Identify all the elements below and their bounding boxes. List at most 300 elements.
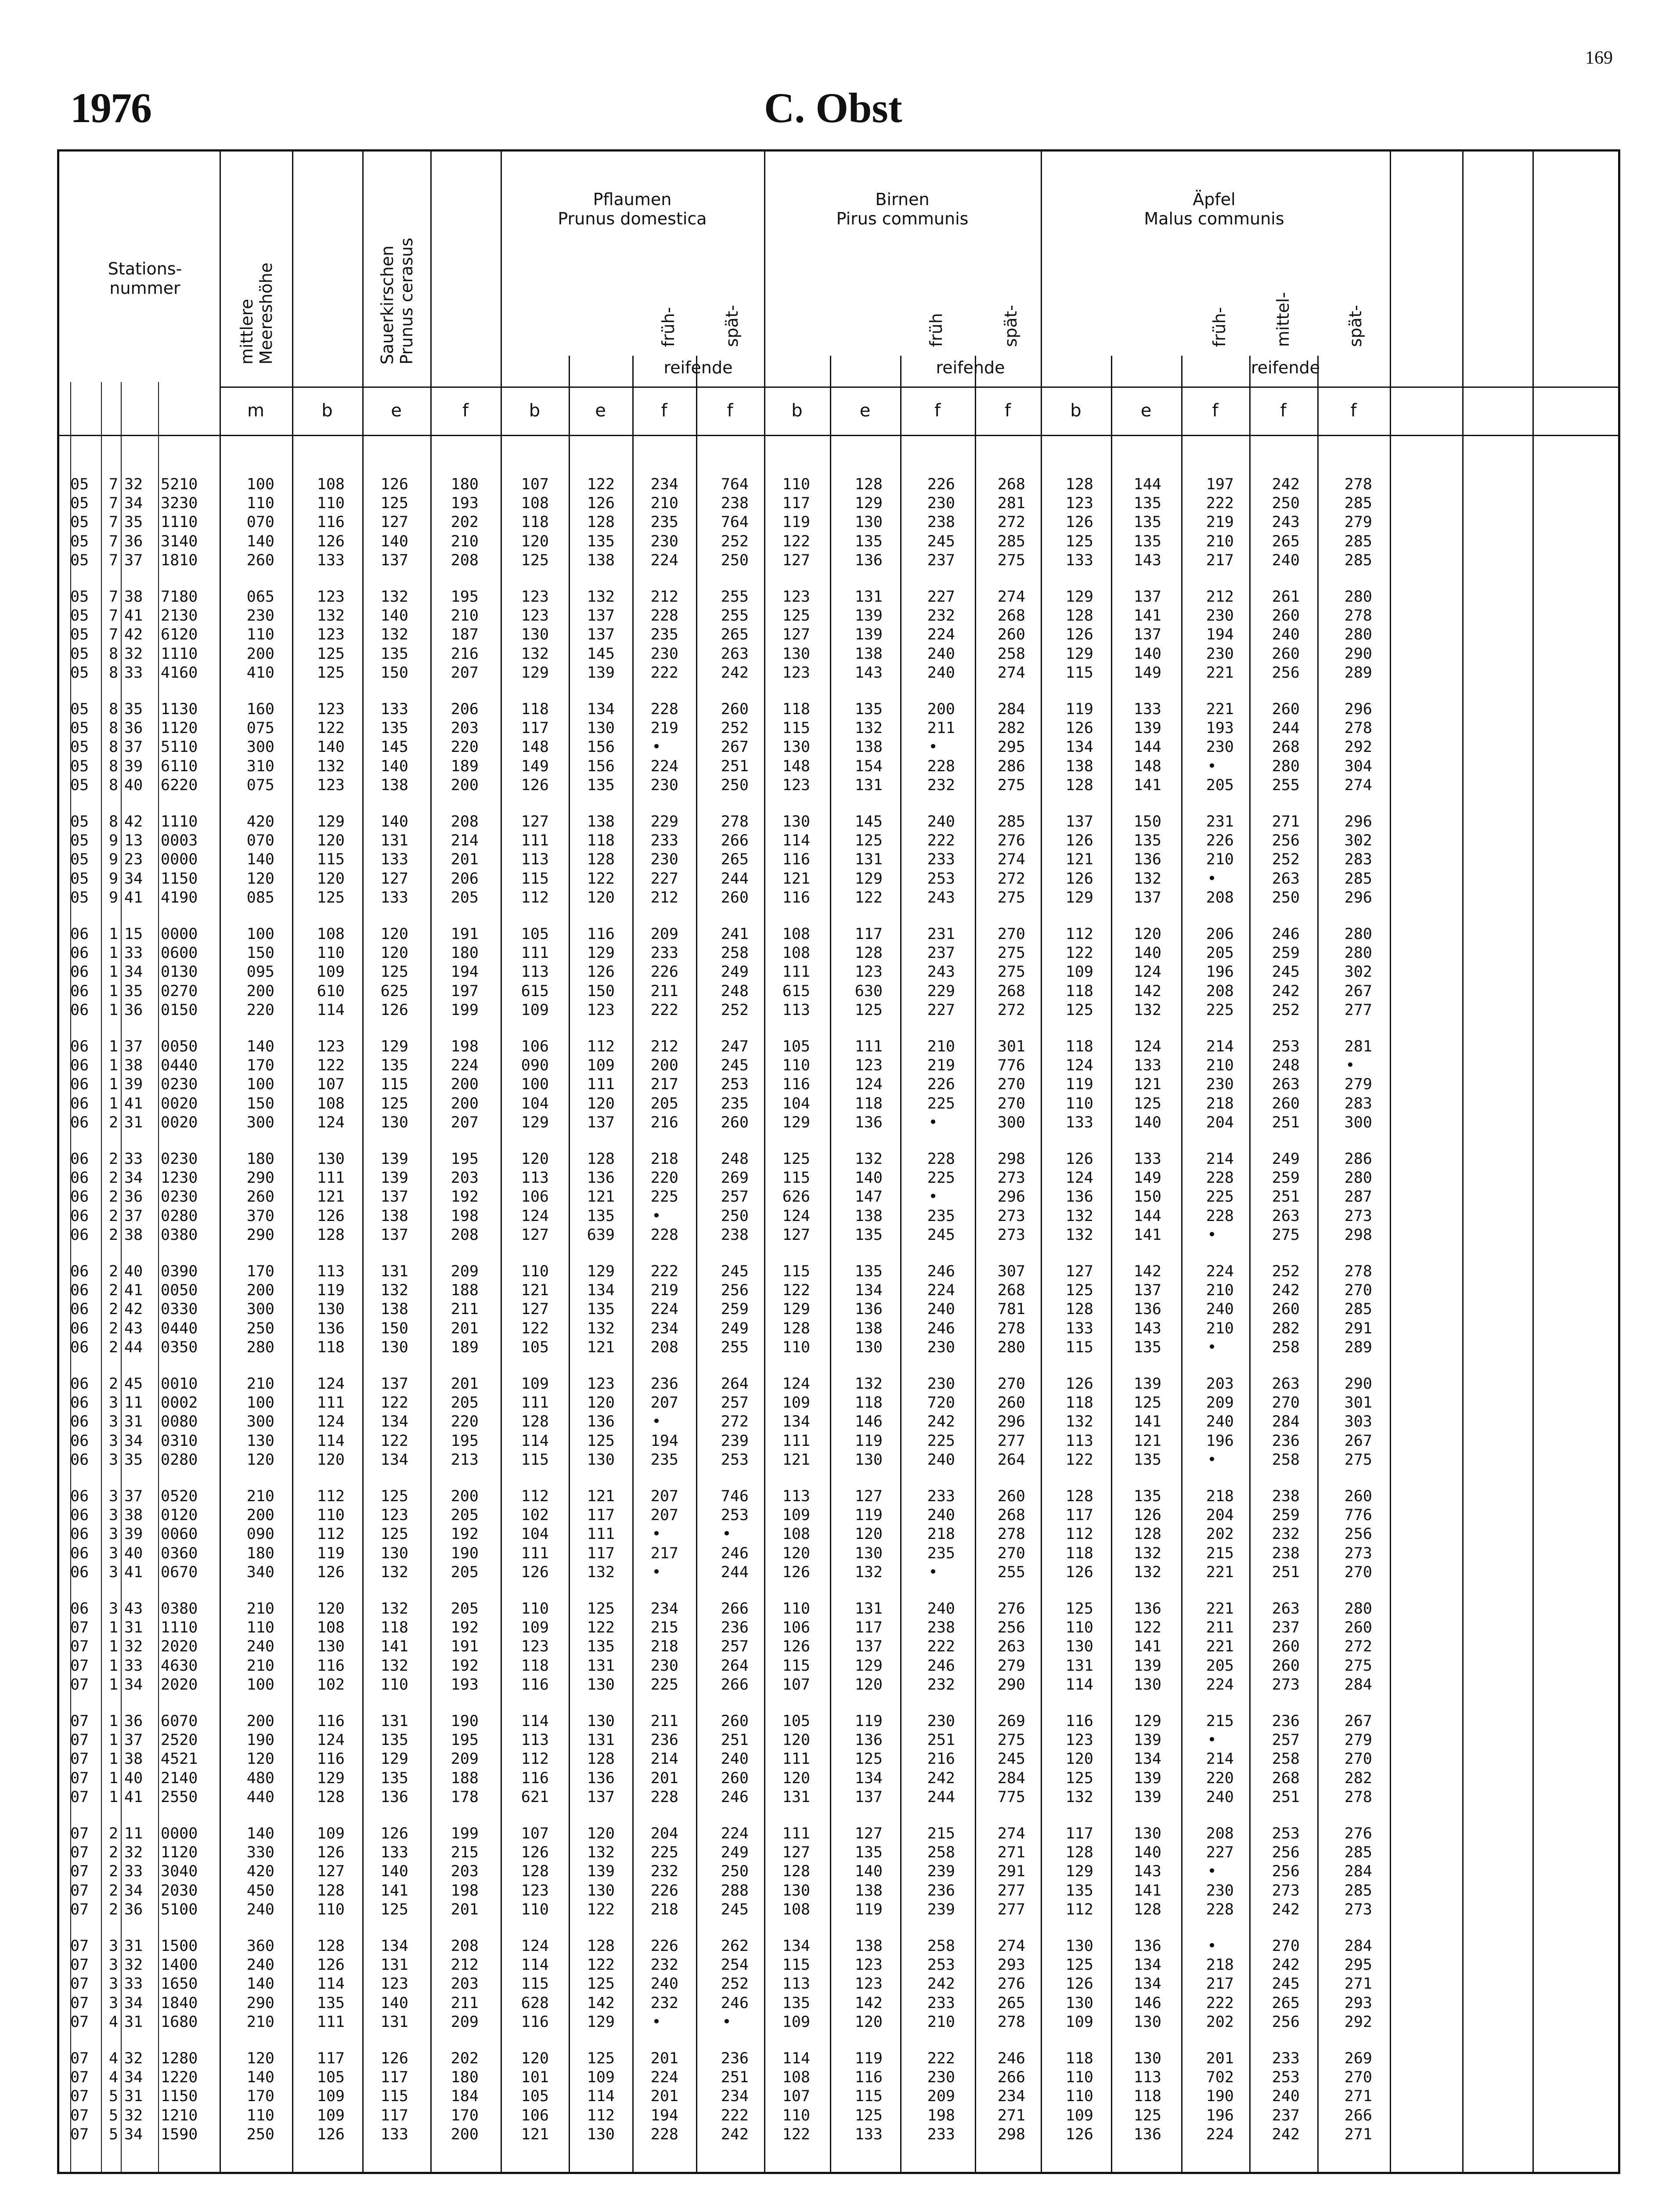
table-cell: 207 [650,1394,678,1412]
table-cell: 7 [109,495,119,513]
column-rule [101,382,102,2174]
table-cell: 201 [451,1375,479,1393]
table-cell: 295 [1344,1956,1372,1974]
table-cell: 06 [70,1338,89,1356]
table-cell: 128 [1065,607,1093,625]
table-cell: 11 [124,1825,143,1842]
table-cell: 272 [997,513,1025,531]
table-cell: 120 [587,1825,615,1842]
table-cell: 271 [1344,2088,1372,2106]
table-cell: 123 [521,1638,549,1656]
table-cell: 06 [70,1600,89,1618]
table-cell: 198 [451,1882,479,1900]
table-cell: 242 [927,1413,955,1431]
table-cell: 140 [1133,645,1161,663]
table-cell: 187 [451,626,479,644]
table-cell: 120 [317,1600,345,1618]
table-cell: 230 [1206,1882,1234,1900]
table-cell: 126 [380,1825,408,1842]
table-cell: 120 [854,1525,883,1543]
table-cell: 41 [124,1282,143,1300]
table-cell: 124 [782,1375,810,1393]
table-cell: 268 [997,607,1025,625]
row-rule [57,435,1620,436]
table-cell: 122 [782,1282,810,1300]
table-cell: 209 [927,2088,955,2106]
table-cell: 211 [451,1300,479,1318]
table-cell: 274 [997,1825,1025,1842]
table-cell: 122 [1065,1451,1093,1469]
table-cell: 32 [124,1844,143,1862]
table-cell: 263 [1272,870,1300,888]
table-cell: 1110 [161,1619,198,1637]
table-cell: 156 [587,738,615,756]
table-cell: 263 [1272,1207,1300,1225]
table-cell: 07 [70,1657,89,1675]
table-cell: 118 [317,1338,345,1356]
table-cell: 126 [782,1638,810,1656]
table-cell: 138 [587,813,615,831]
table-cell: 134 [782,1937,810,1955]
table-cell: 114 [317,1975,345,1993]
table-cell: 110 [246,1619,274,1637]
table-cell: 193 [451,495,479,513]
table-cell: 140 [380,813,408,831]
table-cell: 238 [927,513,955,531]
table-cell: 260 [997,1394,1025,1412]
table-cell: 304 [1344,757,1372,775]
table-cell: 135 [1133,1338,1161,1356]
table-cell: 141 [1133,1882,1161,1900]
table-cell: 0310 [161,1432,198,1450]
table-cell: 266 [1344,2106,1372,2124]
table-cell: 126 [317,1956,345,1974]
table-cell: 1 [109,1676,119,1694]
table-cell: 123 [587,1375,615,1393]
table-cell: 112 [587,1038,615,1055]
table-cell: 226 [650,1882,678,1900]
table-cell: 256 [997,1619,1025,1637]
table-cell: 133 [1133,1057,1161,1075]
table-cell: 198 [927,2106,955,2124]
table-cell: 258 [927,1937,955,1955]
table-cell: 147 [854,1188,883,1206]
table-cell: 118 [854,1094,883,1112]
table-cell: 123 [854,1975,883,1993]
table-cell: 109 [587,1057,615,1075]
table-cell: 255 [997,1563,1025,1581]
column-rule [220,149,221,2174]
table-cell: • [652,1525,661,1543]
table-cell: 133 [380,2125,408,2143]
table-cell: 222 [927,832,955,850]
table-cell: 135 [1133,513,1161,531]
table-cell: 070 [246,832,274,850]
table-cell: 222 [650,1001,678,1019]
table-cell: 41 [124,1094,143,1112]
table-cell: 144 [1133,738,1161,756]
table-cell: 222 [1206,495,1234,513]
table-cell: 230 [1206,1076,1234,1094]
table-cell: 06 [70,1394,89,1412]
table-cell: 232 [650,1994,678,2012]
table-cell: 236 [650,1375,678,1393]
table-cell: 208 [451,1937,479,1955]
table-cell: 235 [650,1451,678,1469]
table-cell: 170 [246,2088,274,2106]
table-cell: 110 [380,1676,408,1694]
table-cell: 0150 [161,1001,198,1019]
table-cell: 128 [1065,1488,1093,1505]
table-cell: 265 [1272,1994,1300,2012]
table-cell: 9 [109,832,119,850]
table-cell: 210 [927,2013,955,2031]
table-cell: 178 [451,1788,479,1806]
table-cell: 251 [927,1731,955,1749]
table-cell: 133 [1065,1319,1093,1337]
table-cell: 140 [246,532,274,550]
table-cell: 252 [721,1975,749,1993]
table-cell: • [1345,1057,1355,1075]
table-cell: 2 [109,1113,119,1131]
table-cell: 123 [1065,495,1093,513]
table-cell: 210 [1206,1057,1234,1075]
table-cell: 115 [782,719,810,737]
table-cell: 40 [124,776,143,794]
table-cell: 205 [451,889,479,907]
table-cell: 274 [997,851,1025,869]
table-cell: 100 [246,476,274,493]
table-cell: 125 [380,1900,408,1918]
table-cell: 141 [1133,1413,1161,1431]
table-cell: 138 [854,1937,883,1955]
table-cell: 1 [109,1038,119,1055]
table-cell: 5100 [161,1900,198,1918]
table-cell: 775 [997,1788,1025,1806]
table-cell: 8 [109,738,119,756]
table-cell: 128 [1065,1300,1093,1318]
table-cell: 230 [246,607,274,625]
table-cell: 115 [782,1263,810,1280]
table-cell: 123 [782,776,810,794]
table-cell: 257 [721,1188,749,1206]
table-cell: 210 [1206,532,1234,550]
table-cell: 123 [854,1956,883,1974]
table-cell: 290 [997,1676,1025,1694]
table-cell: 200 [451,1488,479,1505]
table-cell: 41 [124,1563,143,1581]
table-cell: 277 [997,1900,1025,1918]
table-cell: 131 [380,1956,408,1974]
plums-late-header: spät- [722,305,742,347]
table-cell: 275 [997,551,1025,569]
table-cell: 108 [782,944,810,962]
table-cell: 130 [854,513,883,531]
table-cell: 256 [1344,1525,1372,1543]
table-cell: 124 [1133,963,1161,981]
table-cell: 207 [650,1488,678,1505]
table-cell: 278 [997,1525,1025,1543]
table-cell: 123 [782,664,810,682]
table-cell: 270 [1344,1282,1372,1300]
table-cell: 131 [854,776,883,794]
table-cell: 07 [70,1769,89,1787]
table-cell: 121 [1065,851,1093,869]
table-cell: 189 [451,1338,479,1356]
table-cell: 148 [782,757,810,775]
table-cell: 110 [782,1600,810,1618]
table-cell: 7 [109,532,119,550]
table-cell: 109 [521,1619,549,1637]
table-cell: 139 [587,1863,615,1881]
table-cell: 233 [927,1488,955,1505]
table-cell: 07 [70,2013,89,2031]
table-cell: 137 [380,551,408,569]
table-cell: 0020 [161,1094,198,1112]
table-cell: 247 [721,1038,749,1055]
table-cell: 109 [782,1506,810,1524]
table-cell: 05 [70,513,89,531]
table-cell: 267 [1344,982,1372,1000]
table-cell: 126 [317,2125,345,2143]
table-cell: 3 [109,1994,119,2012]
table-cell: 285 [1344,870,1372,888]
table-cell: 137 [380,1375,408,1393]
table-cell: 230 [650,851,678,869]
table-cell: 0670 [161,1563,198,1581]
table-cell: 127 [782,626,810,644]
table-cell: 140 [1133,1113,1161,1131]
table-cell: 285 [1344,1844,1372,1862]
table-cell: 251 [721,1731,749,1749]
table-cell: 280 [1272,757,1300,775]
table-cell: 116 [317,513,345,531]
table-cell: 218 [927,1525,955,1543]
table-cell: 129 [587,2013,615,2031]
table-cell: 7 [109,551,119,569]
apples-header: Äpfel Malus communis [1144,190,1284,228]
table-cell: 7 [109,607,119,625]
table-cell: 200 [927,701,955,718]
table-cell: • [1207,757,1217,775]
table-cell: 224 [451,1057,479,1075]
table-cell: 137 [380,1226,408,1244]
table-cell: 3 [109,1413,119,1431]
table-cell: 06 [70,1563,89,1581]
table-cell: 132 [1065,1226,1093,1244]
table-cell: 132 [587,1319,615,1337]
table-cell: 138 [1065,757,1093,775]
table-cell: 109 [521,1001,549,1019]
column-rule [158,382,159,2174]
table-cell: 07 [70,2125,89,2143]
table-cell: 130 [1065,1937,1093,1955]
table-cell: 128 [587,851,615,869]
table-cell: 245 [1272,1975,1300,1993]
table-cell: 7 [109,588,119,606]
table-cell: 126 [317,1207,345,1225]
table-cell: 258 [721,944,749,962]
table-cell: 270 [997,925,1025,943]
table-cell: 263 [1272,1076,1300,1094]
table-cell: 124 [521,1937,549,1955]
table-cell: 240 [246,1956,274,1974]
table-cell: 137 [587,626,615,644]
table-cell: 210 [1206,851,1234,869]
table-cell: 05 [70,495,89,513]
table-cell: 130 [782,645,810,663]
table-cell: 134 [1133,1975,1161,1993]
table-cell: 112 [1065,925,1093,943]
table-cell: 06 [70,1076,89,1094]
table-cell: 05 [70,701,89,718]
table-cell: 250 [1272,889,1300,907]
table-cell: 111 [587,1076,615,1094]
unit-label: f [1280,401,1287,421]
table-cell: 120 [587,1094,615,1112]
table-cell: 06 [70,1113,89,1131]
table-cell: 125 [1065,1769,1093,1787]
table-cell: 127 [380,513,408,531]
table-cell: 130 [782,813,810,831]
table-cell: 104 [521,1094,549,1112]
table-cell: 125 [587,1432,615,1450]
table-cell: 210 [650,495,678,513]
table-cell: 278 [997,1319,1025,1337]
table-cell: 111 [521,1394,549,1412]
table-cell: 210 [1206,1319,1234,1337]
table-cell: 190 [451,1544,479,1562]
table-cell: 240 [1272,626,1300,644]
table-cell: 105 [521,2088,549,2106]
table-cell: 128 [587,1150,615,1168]
table-cell: 145 [587,645,615,663]
table-cell: 238 [721,495,749,513]
table-cell: 259 [1272,944,1300,962]
table-cell: 2020 [161,1676,198,1694]
table-cell: 139 [380,1150,408,1168]
table-cell: 234 [650,476,678,493]
table-cell: 203 [1206,1375,1234,1393]
table-cell: • [652,1563,661,1581]
table-cell: 34 [124,495,143,513]
table-cell: 130 [1065,1638,1093,1656]
table-cell: 2 [109,1169,119,1187]
table-cell: 109 [782,2013,810,2031]
table-cell: 1 [109,1788,119,1806]
table-cell: 239 [927,1863,955,1881]
table-cell: 230 [927,1338,955,1356]
table-cell: 117 [521,719,549,737]
table-cell: 127 [521,1300,549,1318]
table-cell: 4190 [161,889,198,907]
table-cell: 260 [246,551,274,569]
table-cell: 06 [70,982,89,1000]
table-cell: 253 [927,1956,955,1974]
table-cell: 110 [782,1057,810,1075]
table-cell: 126 [521,1563,549,1581]
table-cell: 220 [650,1169,678,1187]
table-cell: 133 [854,2125,883,2143]
table-cell: 125 [587,1600,615,1618]
table-cell: 118 [1065,1038,1093,1055]
table-cell: 250 [721,551,749,569]
table-cell: 230 [927,2069,955,2087]
table-cell: 222 [650,1263,678,1280]
table-cell: 8 [109,701,119,718]
table-cell: 07 [70,1956,89,1974]
table-cell: 6110 [161,757,198,775]
table-cell: 260 [721,701,749,718]
table-cell: 42 [124,626,143,644]
table-cell: 260 [721,1113,749,1131]
table-cell: 132 [380,1282,408,1300]
table-cell: 136 [587,1413,615,1431]
table-cell: 285 [997,532,1025,550]
table-cell: 38 [124,1226,143,1244]
table-cell: 129 [1133,1712,1161,1730]
table-cell: 39 [124,1076,143,1094]
table-cell: 246 [927,1263,955,1280]
table-cell: 251 [1272,1788,1300,1806]
table-cell: 214 [451,832,479,850]
table-cell: 1110 [161,813,198,831]
table-cell: 135 [587,776,615,794]
table-cell: 235 [721,1094,749,1112]
table-cell: 208 [1206,1825,1234,1842]
table-cell: 781 [997,1300,1025,1318]
table-cell: 0002 [161,1394,198,1412]
table-cell: 122 [380,1394,408,1412]
table-cell: 2 [109,1900,119,1918]
plums-early-header: früh- [659,307,678,347]
table-cell: 05 [70,532,89,550]
table-cell: 132 [1133,1563,1161,1581]
table-cell: 100 [246,925,274,943]
table-cell: 124 [782,1207,810,1225]
table-cell: 110 [521,1600,549,1618]
table-cell: 263 [721,645,749,663]
table-cell: 31 [124,2088,143,2106]
table-cell: 133 [380,889,408,907]
table-cell: 137 [587,607,615,625]
table-cell: 122 [380,1432,408,1450]
table-cell: 128 [854,944,883,962]
table-cell: 764 [721,476,749,493]
table-cell: 215 [1206,1544,1234,1562]
table-cell: 0280 [161,1451,198,1469]
table-cell: 269 [1344,2050,1372,2067]
table-cell: 142 [587,1994,615,2012]
table-cell: 135 [854,701,883,718]
table-cell: 224 [650,551,678,569]
table-cell: 246 [927,1657,955,1675]
table-cell: 236 [927,1882,955,1900]
table-cell: 113 [1065,1432,1093,1450]
table-cell: 275 [997,1731,1025,1749]
table-cell: 201 [650,2050,678,2067]
apples-early-header: früh- [1210,307,1229,347]
table-cell: 120 [380,925,408,943]
table-cell: 260 [721,1712,749,1730]
table-cell: 120 [854,2013,883,2031]
table-cell: 221 [1206,664,1234,682]
table-cell: 225 [1206,1001,1234,1019]
table-cell: 298 [1344,1226,1372,1244]
table-cell: 135 [854,1844,883,1862]
table-cell: 06 [70,1001,89,1019]
table-cell: 243 [927,889,955,907]
